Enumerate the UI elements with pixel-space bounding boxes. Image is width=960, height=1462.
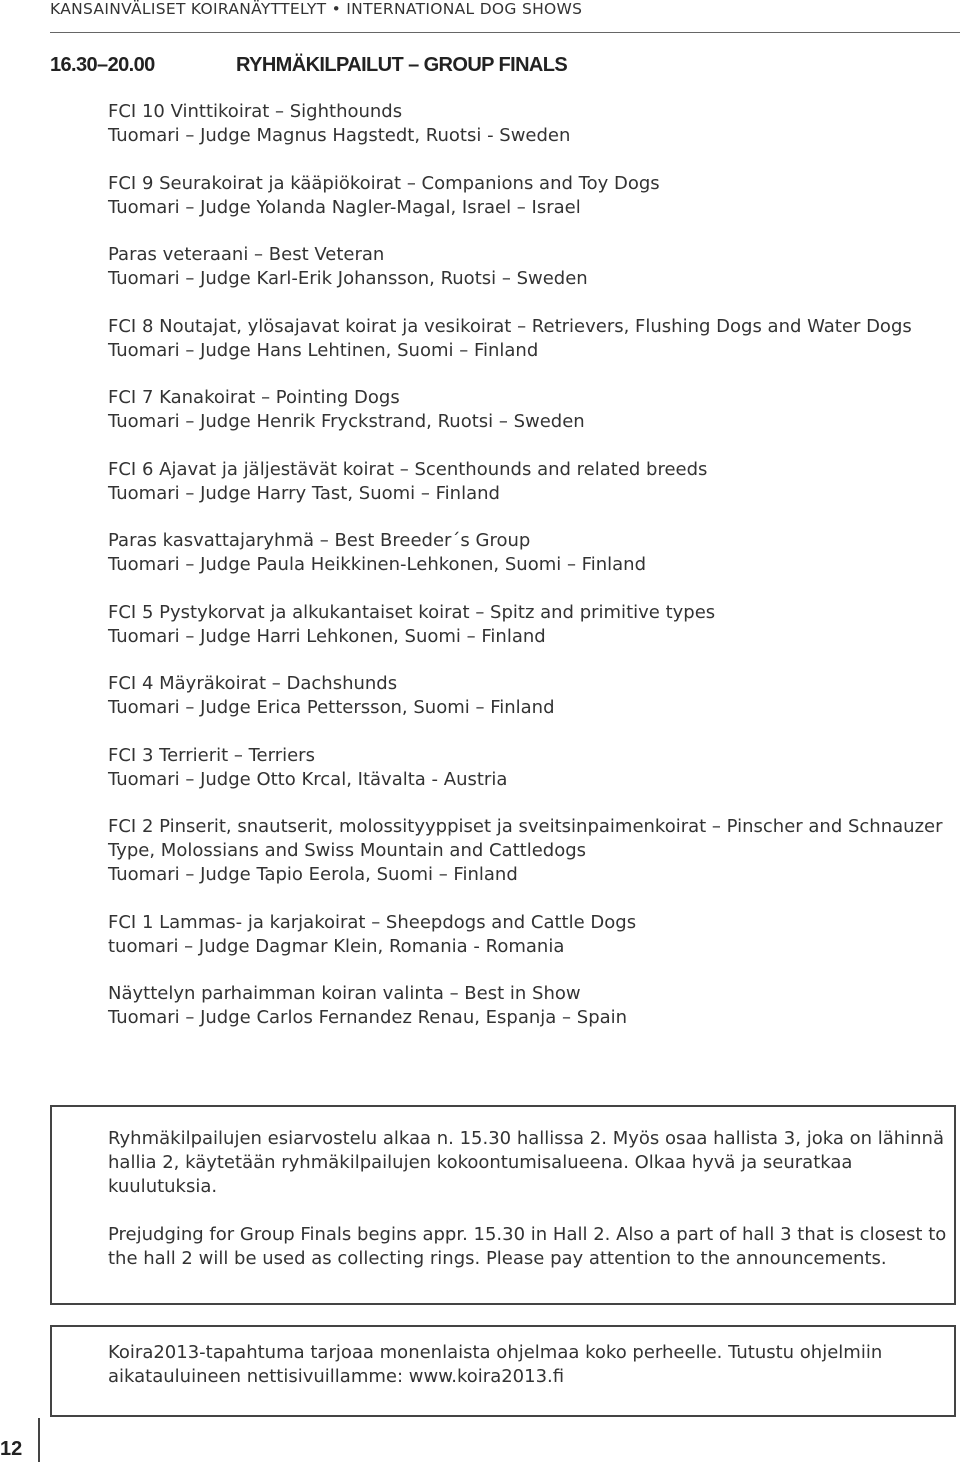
group-name: FCI 1 Lammas- ja karjakoirat – Sheepdogs and Cattle Dogs xyxy=(108,911,637,933)
group-name: Näyttelyn parhaimman koiran valinta – Best in Show xyxy=(108,983,581,1004)
group-entry xyxy=(108,982,948,1030)
group-judge: Tuomari – Judge Erica Pettersson, Suomi – Finland xyxy=(108,697,555,718)
group-name: FCI 9 Seurakoirat ja kääpiökoirat – Companions and Toy Dogs xyxy=(108,172,660,194)
group-name: FCI 5 Pystykorvat ja alkukantaiset koirat – Spitz and primitive types xyxy=(108,601,716,623)
group-name: FCI 3 Terrierit – Terriers xyxy=(108,744,315,766)
group-name: FCI 6 Ajavat ja jäljestävät koirat – Scenthounds and related breeds xyxy=(108,458,708,480)
group-judge: Tuomari – Judge Harri Lehkonen, Suomi – Finland xyxy=(108,625,546,647)
group-judge: Tuomari – Judge Tapio Eerola, Suomi – Finland xyxy=(108,864,518,885)
group-entry xyxy=(108,243,948,291)
group-name: Paras kasvattajaryhmä – Best Breeder´s Group xyxy=(108,530,531,551)
group-entry xyxy=(108,815,948,887)
group-name: FCI 8 Noutajat, ylösajavat koirat ja vesikoirat – Retrievers, Flushing Dogs and Water Dogs xyxy=(108,315,912,337)
group-name: FCI 10 Vinttikoirat – Sighthounds xyxy=(108,101,403,122)
group-entry xyxy=(108,601,948,649)
header-divider xyxy=(50,32,960,33)
group-judge: Tuomari – Judge Otto Krcal, Itävalta - Austria xyxy=(108,768,508,790)
group-judge: tuomari – Judge Dagmar Klein, Romania - Romania xyxy=(108,935,565,957)
group-entry xyxy=(108,911,948,959)
group-entry xyxy=(108,315,948,363)
group-finals-list xyxy=(108,100,948,1054)
event-info-box xyxy=(50,1325,956,1417)
group-entry xyxy=(108,172,948,220)
group-judge: Tuomari – Judge Magnus Hagstedt, Ruotsi - Sweden xyxy=(108,125,571,146)
group-name: Paras veteraani – Best Veteran xyxy=(108,244,385,265)
group-judge: Tuomari – Judge Hans Lehtinen, Suomi – Finland xyxy=(108,339,539,361)
group-judge: Tuomari – Judge Yolanda Nagler-Magal, Israel – Israel xyxy=(108,196,581,218)
group-entry xyxy=(108,744,948,792)
group-entry xyxy=(108,458,948,506)
group-entry xyxy=(108,672,948,720)
group-judge: Tuomari – Judge Carlos Fernandez Renau, Espanja – Spain xyxy=(108,1007,628,1028)
group-judge: Tuomari – Judge Karl-Erik Johansson, Ruotsi – Sweden xyxy=(108,268,588,289)
page-number: 12 xyxy=(0,1438,23,1460)
group-judge: Tuomari – Judge Paula Heikkinen-Lehkonen, Suomi – Finland xyxy=(108,554,647,575)
group-name: FCI 4 Mäyräkoirat – Dachshunds xyxy=(108,673,398,694)
group-entry xyxy=(108,100,948,148)
prejudging-notice-box xyxy=(50,1105,956,1305)
section-title: RYHMÄKILPAILUT – GROUP FINALS xyxy=(236,54,568,76)
section-time: 16.30–20.00 xyxy=(50,54,155,76)
group-judge: Tuomari – Judge Harry Tast, Suomi – Finland xyxy=(108,482,500,504)
group-name: FCI 2 Pinserit, snautserit, molossityyppiset ja sveitsinpaimenkoirat – Pinscher and Schnauzer Type, Molossians and Swiss Mountain and Cattledogs xyxy=(108,816,943,861)
group-judge: Tuomari – Judge Henrik Fryckstrand, Ruotsi – Sweden xyxy=(108,411,585,432)
group-entry xyxy=(108,386,948,434)
notice-english: Prejudging for Group Finals begins appr. 15.30 in Hall 2. Also a part of hall 3 that is closest to the hall 2 will be used as collecting rings. Please pay attention to the announcements. xyxy=(108,1224,947,1269)
group-name: FCI 7 Kanakoirat – Pointing Dogs xyxy=(108,387,400,408)
event-info-text: Koira2013-tapahtuma tarjoaa monenlaista ohjelmaa koko perheelle. Tutustu ohjelmiin aikatauluineen nettisivuillamme: www.koira2013.fi xyxy=(108,1342,883,1387)
group-entry xyxy=(108,529,948,577)
notice-finnish: Ryhmäkilpailujen esiarvostelu alkaa n. 15.30 hallissa 2. Myös osaa hallista 3, joka on lähinnä hallia 2, käytetään ryhmäkilpailujen kokoontumisalueena. Olkaa hyvä ja seuratkaa kuulutuksia. xyxy=(108,1128,944,1197)
running-header: KANSAINVÄLISET KOIRANÄYTTELYT • INTERNATIONAL DOG SHOWS xyxy=(50,0,583,18)
